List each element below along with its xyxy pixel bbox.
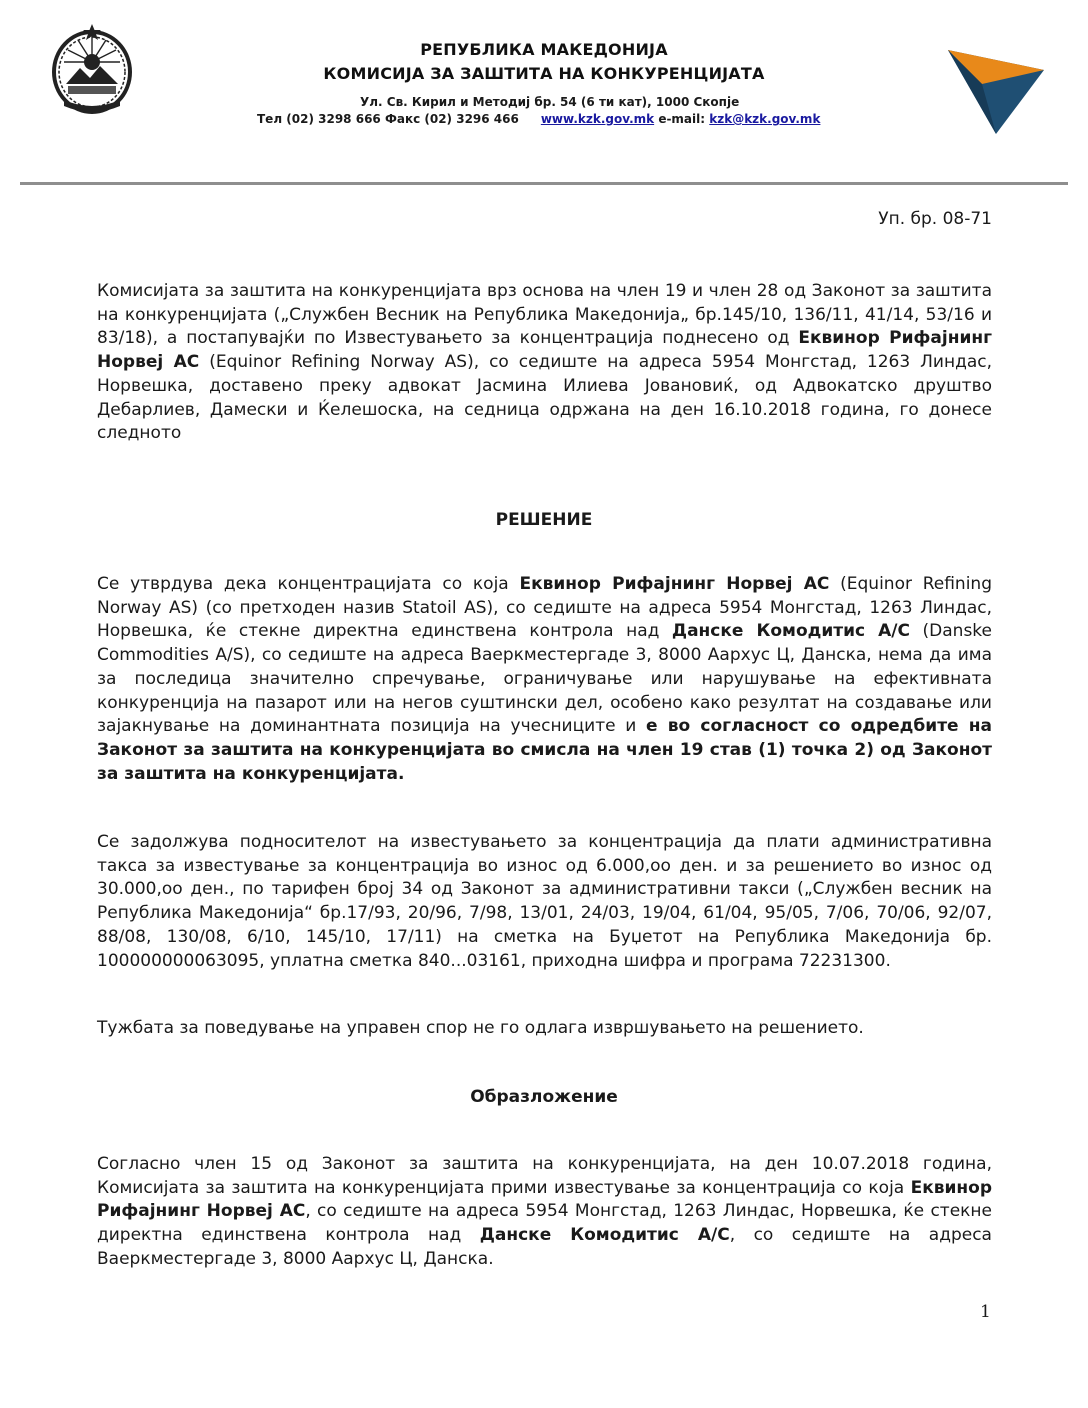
decision-heading: РЕШЕНИЕ [495, 510, 593, 530]
intro-text: (Equinor Refining Norway AS), со седиште на адреса 5954 Монгстад, 1263 Линдас, Норвешка, доставено преку адвокат Јасмина Илиева Јовановиќ, од Адвокатско друштво Дебарлиев, Дамески и Ќелешоска, на седница одржана на ден 16.10.2018 година, го донесе следното [97, 352, 992, 444]
email-label: e-mail: [658, 112, 706, 126]
appeal-paragraph: Тужбата за поведување на управен спор не го одлага извршувањето на решението. [97, 1018, 864, 1038]
reasoning-text: , со седиште на адреса 5954 Монгстад, 1263 Линдас, Норвешка, ќе стекне директна единствена контрола над [97, 1201, 993, 1246]
reasoning-text: , со седиште на адреса Ваеркместергаде 3, 8000 Аархус Ц, Данска. [97, 1225, 992, 1269]
address-line: Ул. Св. Кирил и Методиј бр. 54 (6 ти кат), 1000 Скопје [360, 95, 740, 109]
phone-fax: Тел (02) 3298 666 Факс (02) 3296 466 [257, 112, 519, 126]
header-divider [20, 182, 1068, 185]
decision-text: (Equinor Refining Norway AS) (со претходен назив Statoil AS), со седиште на адреса 5954 Монгстад, 1263 Линдас, Норвешка, ќе стекне директна единствена контрола над [97, 574, 992, 642]
reasoning-target: Данске Комодитис А/С [479, 1225, 730, 1246]
contact-line [257, 112, 820, 126]
page-number: 1 [980, 1302, 991, 1322]
decision-paragraph [97, 573, 992, 786]
reasoning-acquirer: Еквинор Рифајнинг Норвеј АС [97, 1177, 992, 1222]
intro-party: Еквинор Рифајнинг Норвеј АС [97, 328, 992, 373]
fee-paragraph: Се задолжува подносителот на известувањето за концентрација да плати административна такса за известување за концентрација во износ од 6.000,оо ден. и за решението во износ од 30.000,оо ден., по тарифен број 34 од Законот за административни такси („Службен весник на Република Македонија“ бр.17/93, 20/96, 7/98, 13/01, 24/03, 19/04, 61/04, 95/05, 7/06, 70/06, 92/07, 88/08, 130/08, 6/10, 145/10, 17/11) на сметка на Буџетот на Република Македонија бр. 100000000063095, уплатна сметка 840...03161, приходна шифра и програма 72231300. [97, 832, 992, 971]
commission-title: КОМИСИЈА ЗА ЗАШТИТА НА КОНКУРЕНЦИЈАТА [323, 64, 765, 83]
decision-target: Данске Комодитис А/С [671, 621, 910, 642]
email-link[interactable]: kzk@kzk.gov.mk [709, 112, 821, 126]
triangle-logo [946, 48, 1050, 136]
decision-text: Се утврдува дека концентрацијата со која [97, 574, 520, 594]
reasoning-heading: Образложение [470, 1087, 618, 1107]
intro-paragraph [97, 280, 992, 446]
reasoning-text: Согласно член 15 од Законот за заштита на конкуренцијата, на ден 10.07.2018 година, Комисијата за заштита на конкуренцијата прими известување за концентрација со која [97, 1154, 992, 1198]
decision-acquirer: Еквинор Рифајнинг Норвеј АС [519, 574, 830, 594]
reasoning-paragraph [97, 1153, 992, 1272]
intro-text: Комисијата за заштита на конкуренцијата врз основа на член 19 и член 28 од Законот за заштита на конкуренцијата („Службен Весник на Република Македонија„ бр.145/10, 136/11, 41/14, 53/16 и 83/18), а постапувајќи по Известувањето за концентрација поднесено од [97, 281, 992, 349]
case-reference: Уп. бр. 08-71 [878, 209, 992, 229]
republic-title: РЕПУБЛИКА МАКЕДОНИЈА [420, 40, 668, 59]
decision-text: (Danske Commodities A/S), со седиште на адреса Ваеркместергаде 3, 8000 Аархус Ц, Данска, нема да има за последица значително спречување, ограничување или нарушување на ефективната конкуренција на пазарот или на негов суштински дел, особено како резултат на создавање или зајакнување на доминантната позиција на учесниците и [97, 621, 992, 737]
decision-conclusion: е во согласност со одредбите на Законот за заштита на конкуренцијата во смисла на член 19 став (1) точка 2) од Законот за заштита на конкуренцијата. [97, 716, 993, 784]
website-link[interactable]: www.kzk.gov.mk [540, 112, 655, 126]
